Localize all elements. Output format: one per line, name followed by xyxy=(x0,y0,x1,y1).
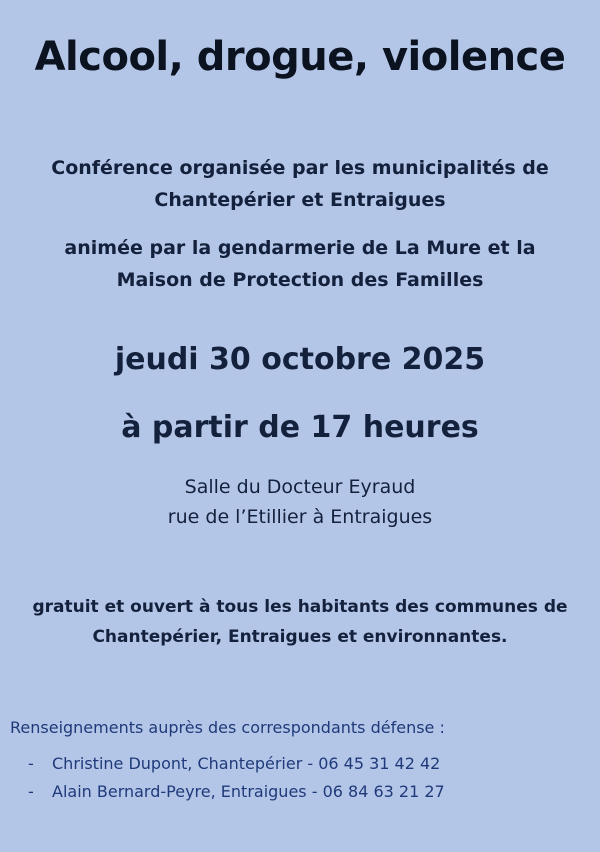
organizers-line-2: Chantepérier et Entraigues xyxy=(154,189,446,211)
venue-line-2: rue de l’Etillier à Entraigues xyxy=(167,506,433,528)
contact-text: Christine Dupont, Chantepérier - 06 45 31 42 42 xyxy=(52,754,441,773)
event-date: jeudi 30 octobre 2025 xyxy=(114,342,486,377)
access-line-2: Chantepérier, Entraigues et environnantes. xyxy=(92,627,508,647)
contact-item xyxy=(28,750,445,778)
contact-bullet: - xyxy=(28,754,34,773)
event-time: à partir de 17 heures xyxy=(121,410,479,445)
hosts-line-2: Maison de Protection des Familles xyxy=(116,269,484,291)
contact-item xyxy=(28,778,445,806)
hosts-line-1: animée par la gendarmerie de La Mure et la xyxy=(64,237,536,259)
contact-bullet: - xyxy=(28,782,34,801)
organizers-line-1: Conférence organisée par les municipalités de xyxy=(51,157,549,179)
info-heading: Renseignements auprès des correspondants défense : xyxy=(10,718,445,737)
event-venue xyxy=(0,472,600,532)
access-line-1: gratuit et ouvert à tous les habitants des communes de xyxy=(32,597,568,617)
organizers-text xyxy=(0,152,600,216)
hosts-text xyxy=(0,232,600,296)
access-info xyxy=(0,592,600,652)
contact-text: Alain Bernard-Peyre, Entraigues - 06 84 63 21 27 xyxy=(52,782,445,801)
venue-line-1: Salle du Docteur Eyraud xyxy=(184,476,416,498)
contact-list xyxy=(28,750,445,806)
flyer-title: Alcool, drogue, violence xyxy=(34,34,566,80)
